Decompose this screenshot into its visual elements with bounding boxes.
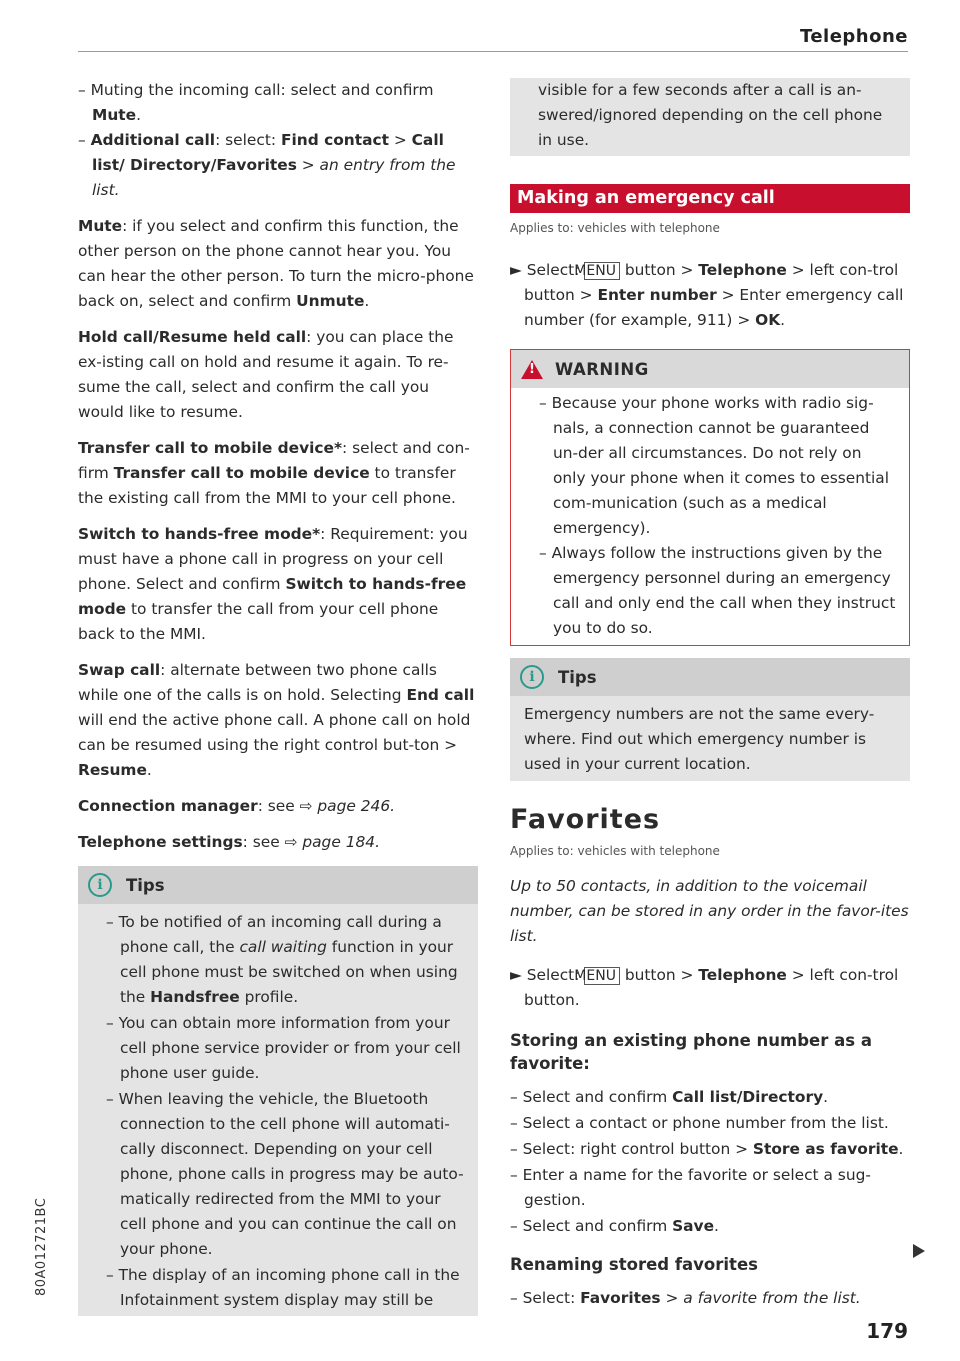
left-column <box>78 78 478 1316</box>
continue-arrow-icon <box>913 1244 925 1258</box>
tips-header: i Tips <box>78 866 478 904</box>
tips-box-right <box>510 658 910 781</box>
tip-item: – When leaving the vehicle, the Bluetooth connection to the cell phone will automati-cally disconnect. Depending on your cell phone, phone calls in progress may be auto-matically redirected from the MMI to your cell phone and you can continue the call on your phone. <box>106 1090 464 1258</box>
tips-continuation: visible for a few seconds after a call is an-swered/ignored depending on the cell phone in use. <box>510 78 910 156</box>
header-rule <box>78 51 908 52</box>
tips-header: i Tips <box>510 658 910 696</box>
menu-key-label: MENU <box>584 967 620 985</box>
renaming-subheading: Renaming stored favorites <box>510 1255 758 1274</box>
page-link-184[interactable]: page 184. <box>302 833 380 851</box>
hold-paragraph: Hold call/Resume held call: you can place the ex-isting call on hold and resume it again. To re-sume the call, select and confirm the call you would like to resume. <box>78 328 454 421</box>
connection-manager-paragraph: Connection manager: see ⇨ page 246. <box>78 797 396 815</box>
applies-to-note: Applies to: vehicles with telephone <box>510 221 720 235</box>
renaming-item: – Select: Favorites > a favorite from the list. <box>510 1289 861 1307</box>
warning-item: – Always follow the instructions given by the emergency personnel during an emergency call and only end the call when they instruct you to do so. <box>539 544 896 637</box>
favorites-intro: Up to 50 contacts, in addition to the voicemail number, can be stored in any order in the favor-ites list. <box>510 877 909 945</box>
warning-triangle-icon: ! <box>521 360 543 379</box>
handsfree-paragraph: Switch to hands-free mode*: Requirement: you must have a phone call in progress on your cell phone. Select and confirm Switch to hands-free mode to transfer the call from your cell phone back to the MMI. <box>78 525 468 643</box>
document-id: 80A012721BC <box>34 1197 49 1296</box>
page-link-246[interactable]: page 246. <box>317 797 396 815</box>
tip-text: Emergency numbers are not the same every-where. Find out which emergency number is used in your current location. <box>524 705 875 773</box>
warning-item: – Because your phone works with radio sig-nals, a connection cannot be guaranteed un-der all circumstances. Do not rely on only your phone when it comes to essential com-munication (such as a medical emergency). <box>539 394 890 537</box>
tip-item: – You can obtain more information from your cell phone service provider or from your cell phone user guide. <box>106 1014 461 1082</box>
muting-item: – Muting the incoming call: select and confirm Mute. <box>78 81 434 124</box>
tips-body <box>78 904 478 1316</box>
warning-body <box>511 388 909 645</box>
tip-item: – To be notified of an incoming call during a phone call, the call waiting function in your cell phone must be switched on when using the Handsfree profile. <box>106 913 458 1006</box>
menu-key-label: MENU <box>584 262 620 280</box>
transfer-paragraph: Transfer call to mobile device*: select and con-firm Transfer call to mobile device to transfer the existing call from the MMI to your cell phone. <box>78 439 470 507</box>
info-icon: i <box>88 873 112 897</box>
page-number: 179 <box>866 1319 908 1343</box>
swap-paragraph: Swap call: alternate between two phone calls while one of the calls is on hold. Selecting End call will end the active phone call. A phone call on hold can be resumed using the right control but-ton > Resume. <box>78 661 475 779</box>
info-icon: i <box>520 665 544 689</box>
section-header-title: Telephone <box>799 26 908 47</box>
storing-item: – Enter a name for the favorite or select a sug-gestion. <box>510 1166 871 1209</box>
emergency-step: ► Select: MENU button > Telephone > left con-trol button > Enter number > Enter emergency call number (for example, 911) > OK. <box>510 261 904 329</box>
warning-box <box>510 349 910 646</box>
mute-paragraph: Mute: if you select and confirm this function, the other person on the phone cannot hear you. You can hear the other person. To turn the micro-phone back on, select and confirm Unmute. <box>78 217 474 310</box>
storing-item: – Select: right control button > Store as favorite. <box>510 1140 904 1158</box>
telephone-settings-paragraph: Telephone settings: see ⇨ page 184. <box>78 833 380 851</box>
warning-header: ! WARNING <box>511 350 909 388</box>
favorites-step: ► Select: MENU button > Telephone > left con-trol button. <box>510 966 899 1009</box>
tips-body <box>510 696 910 781</box>
favorites-heading: Favorites <box>510 804 661 835</box>
storing-item: – Select and confirm Save. <box>510 1217 719 1235</box>
additional-call-item: – Additional call: select: Find contact > Call list/ Directory/Favorites > an entry from the list. <box>78 131 456 199</box>
right-column <box>510 78 910 1311</box>
emergency-section-heading: Making an emergency call <box>510 184 910 213</box>
storing-subheading: Storing an existing phone number as a favorite: <box>510 1031 872 1073</box>
tips-box-left <box>78 866 478 1316</box>
tip-item: – The display of an incoming phone call in the Infotainment system display may still be <box>106 1266 460 1309</box>
applies-to-note: Applies to: vehicles with telephone <box>510 844 720 858</box>
storing-item: – Select and confirm Call list/Directory. <box>510 1088 829 1106</box>
storing-item: – Select a contact or phone number from the list. <box>510 1114 889 1132</box>
